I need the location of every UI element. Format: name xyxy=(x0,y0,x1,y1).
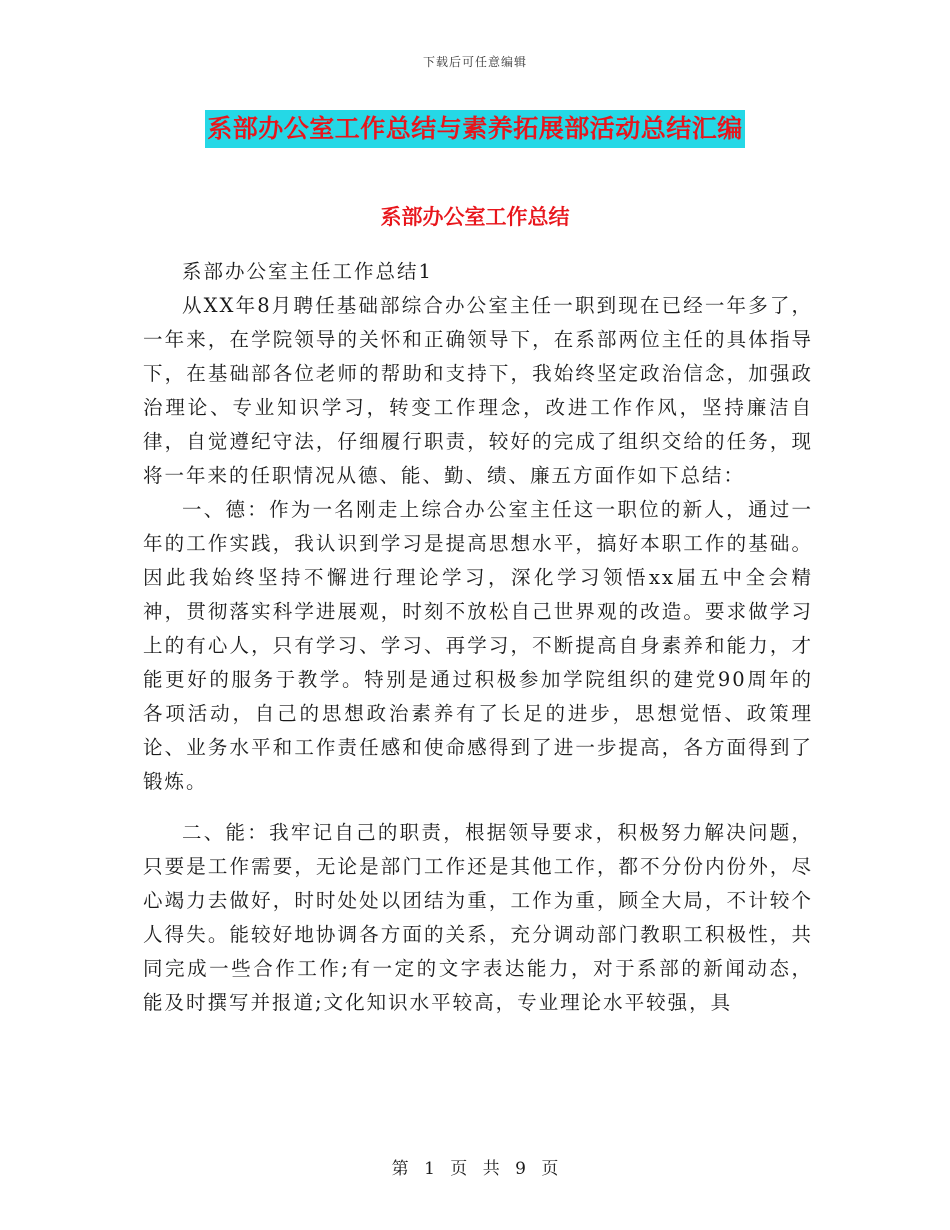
paragraph-ability: 二、能：我牢记自己的职责，根据领导要求，积极努力解决问题，只要是工作需要，无论是部门工作还是其他工作，都不分份内份外，尽心竭力去做好，时时处处以团结为重，工作为重，顾全大局，不计较个人得失。能较好地协调各方面的关系，充分调动部门教职工积极性，共同完成一些合作工作;有一定的文字表达能力，对于系部的新闻动态，能及时撰写并报道;文化知识水平较高，专业理论水平较强，具 xyxy=(143,821,813,1014)
page-label-mid1: 页 xyxy=(450,1159,468,1179)
subheading: 系部办公室主任工作总结1 xyxy=(182,260,433,283)
page-total-number: 9 xyxy=(515,1159,526,1179)
main-title-container xyxy=(0,110,950,148)
page-current-number: 1 xyxy=(424,1159,435,1179)
paragraph-intro: 从XX年8月聘任基础部综合办公室主任一职到现在已经一年多了，一年来，在学院领导的关怀和正确领导下，在系部两位主任的具体指导下，在基础部各位老师的帮助和支持下，我始终坚定政治信念，加强政治理论、专业知识学习，转变工作理念，改进工作作风，坚持廉洁自律，自觉遵纪守法，仔细履行职责，较好的完成了组织交给的任务，现将一年来的任职情况从德、能、勤、绩、廉五方面作如下总结： xyxy=(143,294,813,487)
page-footer xyxy=(0,1154,950,1179)
section-title: 系部办公室工作总结 xyxy=(380,205,570,229)
page-label-suffix: 页 xyxy=(541,1159,559,1179)
paragraph-virtue: 一、德：作为一名刚走上综合办公室主任这一职位的新人，通过一年的工作实践，我认识到学习是提高思想水平，搞好本职工作的基础。因此我始终坚持不懈进行理论学习，深化学习领悟xx届五中全会精神，贯彻落实科学进展观，时刻不放松自己世界观的改造。要求做学习上的有心人，只有学习、学习、再学习，不断提高自身素养和能力，才能更好的服务于教学。特别是通过积极参加学院组织的建党90周年的各项活动，自己的思想政治素养有了长足的进步，思想觉悟、政策理论、业务水平和工作责任感和使命感得到了进一步提高，各方面得到了锻炼。 xyxy=(143,498,813,793)
document-main-title: 系部办公室工作总结与素养拓展部活动总结汇编 xyxy=(205,110,745,148)
page-label-mid2: 共 xyxy=(482,1159,500,1179)
header-note: 下载后可任意编辑 xyxy=(422,55,527,69)
document-body xyxy=(143,255,813,1020)
page-label-prefix: 第 xyxy=(391,1159,409,1179)
